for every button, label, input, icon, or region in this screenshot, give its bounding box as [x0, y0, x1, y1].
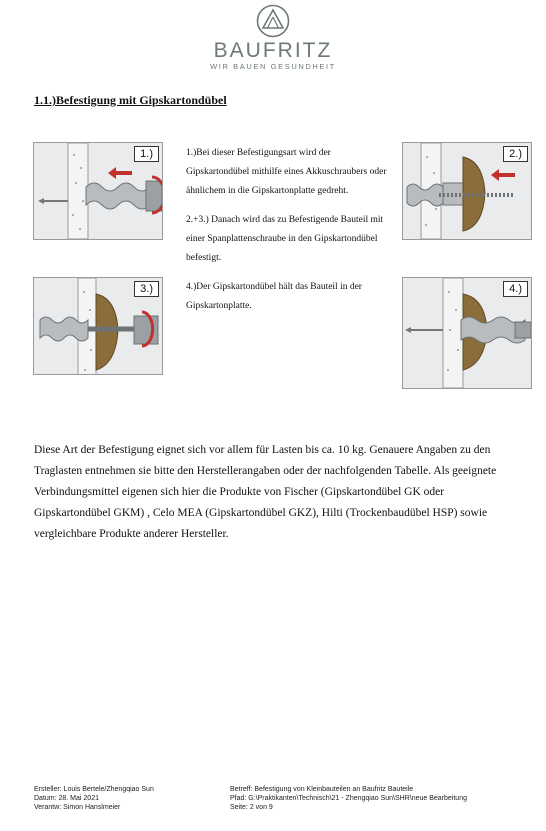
- step-1: 1.)Bei dieser Befestigungsart wird der Gipskartondübel mithilfe eines Akkuschraubers oder ähnlichem in die Gipskartonplatte gedreht.: [186, 148, 387, 196]
- footer-author: Ersteller: Louis Bertele/Zhengqiao Sun: [34, 786, 154, 793]
- footer-path: Pfad: G:\Praktikanten\Technisch\21 - Zhengqiao Sun\SHR\neue Bearbeitung: [230, 795, 467, 802]
- footer-page-number: Seite: 2 von 9: [230, 804, 273, 811]
- figure-2: [402, 142, 532, 240]
- body-paragraph: Diese Art der Befestigung eignet sich vor allem für Lasten bis ca. 10 kg. Genauere Angaben zu den Traglasten entnehmen sie bitte den Herstellerangaben oder der nachfolgenden Tabelle. Als geeignete Verbindungsmittel eigenen sich hier die Produkte von Fischer (Gipskartondübel GK oder Gipskartondübel GKM) , Celo MEA (Gipskartondübel GKZ), Hilti (Trockenbaudübel HSP) sowie vergleichbare Produkte anderer Hersteller.: [34, 444, 497, 540]
- footer-subject: Betreff: Befestigung von Kleinbauteilen an Baufritz Bauteile: [230, 786, 414, 793]
- section-heading: 1.1.)Befestigung mit Gipskartondübel: [34, 93, 227, 107]
- figure-4-label: 4.): [503, 281, 528, 297]
- figure-1: [33, 142, 163, 240]
- step-2-3: 2.+3.) Danach wird das zu Befestigende Bauteil mit einer Spanplattenschraube in den Gipskartondübel befestigt.: [186, 215, 384, 263]
- footer-row: [34, 794, 524, 803]
- page-footer: [34, 785, 524, 812]
- figure-2-label: 2.): [503, 146, 528, 162]
- footer-row: [34, 785, 524, 794]
- footer-row: [34, 803, 524, 812]
- footer-date: Datum: 28. Mai 2021: [34, 795, 99, 802]
- baufritz-logo: [200, 4, 346, 76]
- steps-text: [186, 144, 391, 326]
- brand-tagline: WIR BAUEN GESUNDHEIT: [210, 62, 336, 71]
- figure-3: [33, 277, 163, 375]
- figure-4: [402, 277, 532, 389]
- brand-name: BAUFRITZ: [213, 39, 333, 62]
- footer-responsible: Verantw: Simon Hanslmeier: [34, 804, 121, 811]
- step-4: 4.)Der Gipskartondübel hält das Bauteil in der Gipskartonplatte.: [186, 282, 362, 311]
- figure-1-label: 1.): [134, 146, 159, 162]
- figure-3-label: 3.): [134, 281, 159, 297]
- baufritz-emblem-icon: [254, 4, 292, 38]
